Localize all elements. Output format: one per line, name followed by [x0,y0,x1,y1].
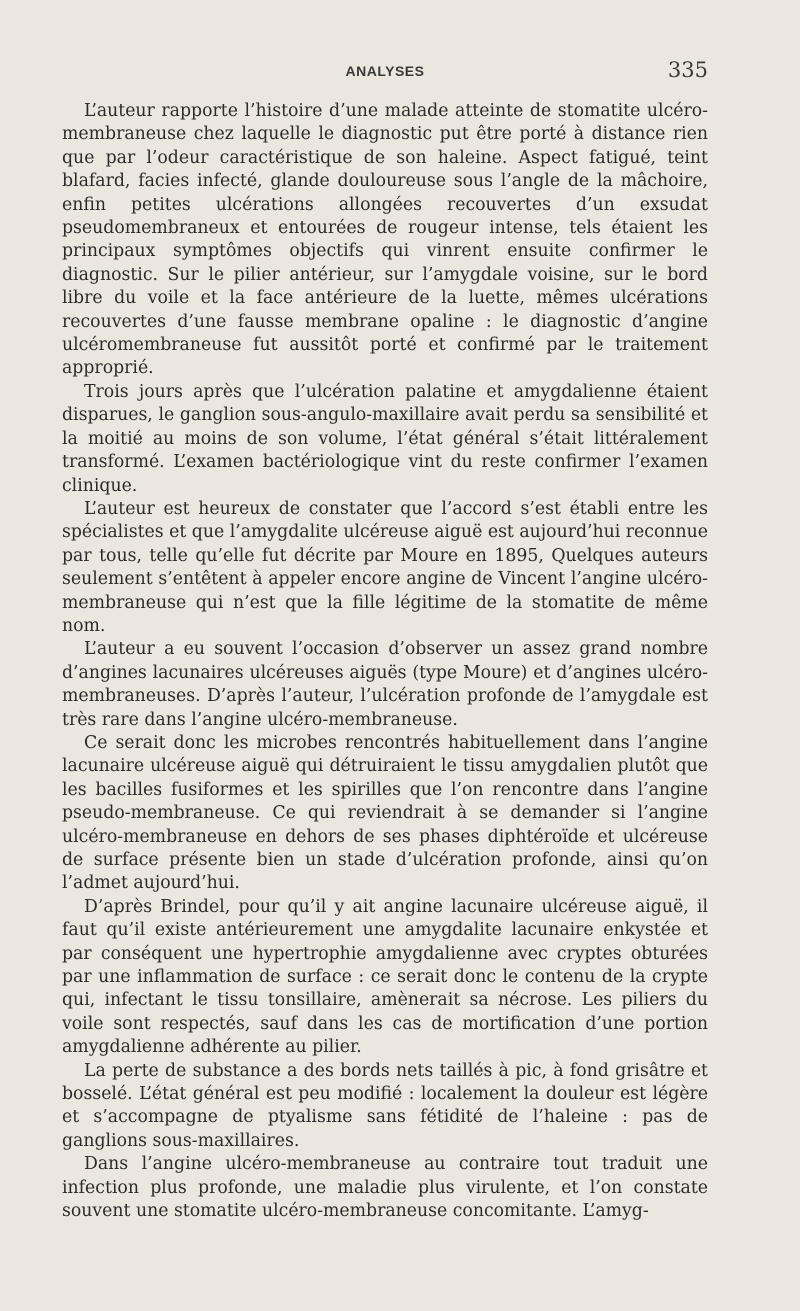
paragraph: L’auteur rapporte l’histoire d’une malade atteinte de stomatite ulcéro-membraneuse chez laquelle le diagnostic put être porté à distance rien que par l’odeur caractéristique de son haleine. Aspect fatigué, teint blafard, facies infecté, glande douloureuse sous l’angle de la mâchoire, enfin petites ulcérations allongées recouvertes d’un exsudat pseudomembraneux et entourées de rougeur intense, tels étaient les principaux symptômes objectifs qui vinrent ensuite confirmer le diagnostic. Sur le pilier antérieur, sur l’amygdale voisine, sur le bord libre du voile et la face antérieure de la luette, mêmes ulcérations recouvertes d’une fausse membrane opaline : le diagnostic d’angine ulcéromembraneuse fut aussitôt porté et confirmé par le traitement approprié. [62,101,708,379]
paragraph: L’auteur est heureux de constater que l’accord s’est établi entre les spécialistes et que l’amygdalite ulcéreuse aiguë est aujourd’hui reconnue par tous, telle qu’elle fut décrite par Moure en 1895, Quelques auteurs seulement s’entêtent à appeler encore angine de Vincent l’angine ulcéro-membraneuse qui n’est que la fille légitime de la stomatite de même nom. [62,498,708,636]
paragraph: D’après Brindel, pour qu’il y ait angine lacunaire ulcéreuse aiguë, il faut qu’il existe antérieurement une amygdalite lacunaire enkystée et par conséquent une hypertrophie amygdalienne avec cryptes obturées par une inflammation de surface : ce serait donc le contenu de la crypte qui, infectant le tissu tonsillaire, amènerait sa nécrose. Les piliers du voile sont respectés, sauf dans les cas de mortification d’une portion amygdalienne adhérente au pilier. [62,896,708,1058]
page-header [62,58,708,84]
paragraph: Dans l’angine ulcéro-membraneuse au contraire tout traduit une infection plus profonde, une maladie plus virulente, et l’on constate souvent une stomatite ulcéro-membraneuse concomitante. L’amyg- [62,1154,708,1222]
page-number: 335 [667,58,708,82]
body-text [62,100,708,1224]
paragraph: Trois jours après que l’ulcération palatine et amygdalienne étaient disparues, le ganglion sous-angulo-maxillaire avait perdu sa sensibilité et la moitié au moins de son volume, l’état général s’était littéralement transformé. L’examen bactériologique vint du reste confirmer l’examen clinique. [62,381,708,496]
paragraph: Ce serait donc les microbes rencontrés habituellement dans l’angine lacunaire ulcéreuse aiguë qui détruiraient le tissu amygdalien plutôt que les bacilles fusiformes et les spirilles que l’on rencontre dans l’angine pseudo-membraneuse. Ce qui reviendrait à se demander si l’angine ulcéro-membraneuse en dehors de ses phases diphtéroïde et ulcéreuse de surface présente bien un stade d’ulcération profonde, ainsi qu’on l’admet aujourd’hui. [62,732,708,894]
paragraph: La perte de substance a des bords nets taillés à pic, à fond grisâtre et bosselé. L’état général est peu modifié : localement la douleur est légère et s’accompagne de ptyalisme sans fétidité de l’haleine : pas de ganglions sous-maxillaires. [62,1060,708,1151]
paragraph: L’auteur a eu souvent l’occasion d’observer un assez grand nombre d’angines lacunaires ulcéreuses aiguës (type Moure) et d’angines ulcéro-membraneuses. D’après l’auteur, l’ulcération profonde de l’amygdale est très rare dans l’angine ulcéro-membraneuse. [62,639,708,730]
running-title: ANALYSES [345,63,425,79]
